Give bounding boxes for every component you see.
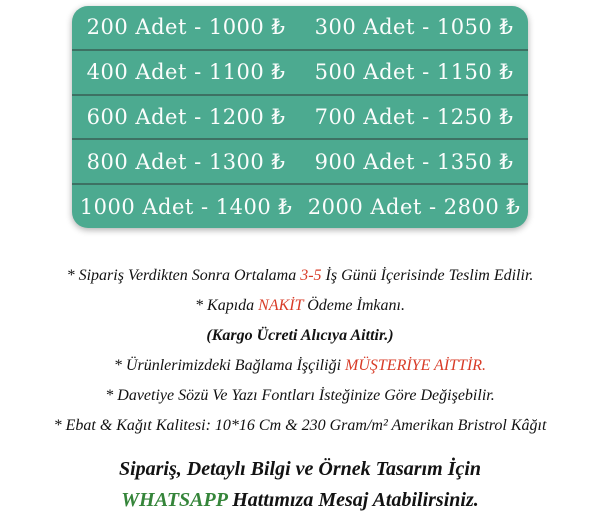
price-cell: 600 Adet - 1200 ₺ (86, 104, 286, 129)
price-table-row (72, 6, 528, 49)
price-cell: 300 Adet - 1050 ₺ (314, 15, 514, 40)
notes-section (0, 261, 600, 441)
note-text: Ödeme İmkanı. (303, 297, 405, 314)
footer-contact-intro: Sipariş, Detaylı Bilgi ve Örnek Tasarım İçin (118, 458, 482, 480)
note-shipping-fee: (Kargo Ücreti Alıcıya Aittir.) (206, 327, 394, 344)
note-text: İş Günü İçerisinde Teslim Edilir. (321, 267, 534, 284)
note-delivery-time (0, 261, 600, 291)
price-cell: 1000 Adet - 1400 ₺ (79, 194, 293, 219)
note-font-customization: * Davetiye Sözü Ve Yazı Fontları İsteğinize Göre Değişebilir. (105, 387, 495, 404)
footer-whatsapp-line (0, 485, 600, 516)
price-cell: 900 Adet - 1350 ₺ (314, 149, 514, 174)
note-cash-payment (0, 291, 600, 321)
price-cell: 500 Adet - 1150 ₺ (314, 60, 514, 85)
price-table-row (72, 49, 528, 94)
note-text: * Ürünlerimizdeki Bağlama İşçiliği (113, 357, 346, 374)
note-assembly-labor (0, 351, 600, 381)
note-text: * Sipariş Verdikten Sonra Ortalama (66, 267, 301, 284)
price-table-row (72, 183, 528, 228)
price-cell: 700 Adet - 1250 ₺ (314, 104, 514, 129)
footer-section (0, 454, 600, 516)
price-cell: 2000 Adet - 2800 ₺ (307, 194, 521, 219)
note-highlight-red: MÜŞTERİYE AİTTİR. (345, 357, 487, 374)
note-text: * Kapıda (195, 297, 259, 314)
note-highlight-red: NAKİT (258, 297, 304, 314)
footer-highlight-whatsapp: WHATSAPP (121, 489, 228, 511)
price-cell: 800 Adet - 1300 ₺ (86, 149, 286, 174)
price-cell: 400 Adet - 1100 ₺ (86, 60, 286, 85)
footer-text: Hattımıza Mesaj Atabilirsiniz. (227, 489, 479, 511)
price-table (72, 6, 528, 228)
price-table-row (72, 138, 528, 183)
price-cell: 200 Adet - 1000 ₺ (86, 15, 286, 40)
note-highlight-red: 3-5 (300, 267, 322, 284)
price-table-row (72, 94, 528, 139)
note-size-paper-quality: * Ebat & Kağıt Kalitesi: 10*16 Cm & 230 Gram/m² Amerikan Bristrol Kâğıt (53, 417, 547, 434)
